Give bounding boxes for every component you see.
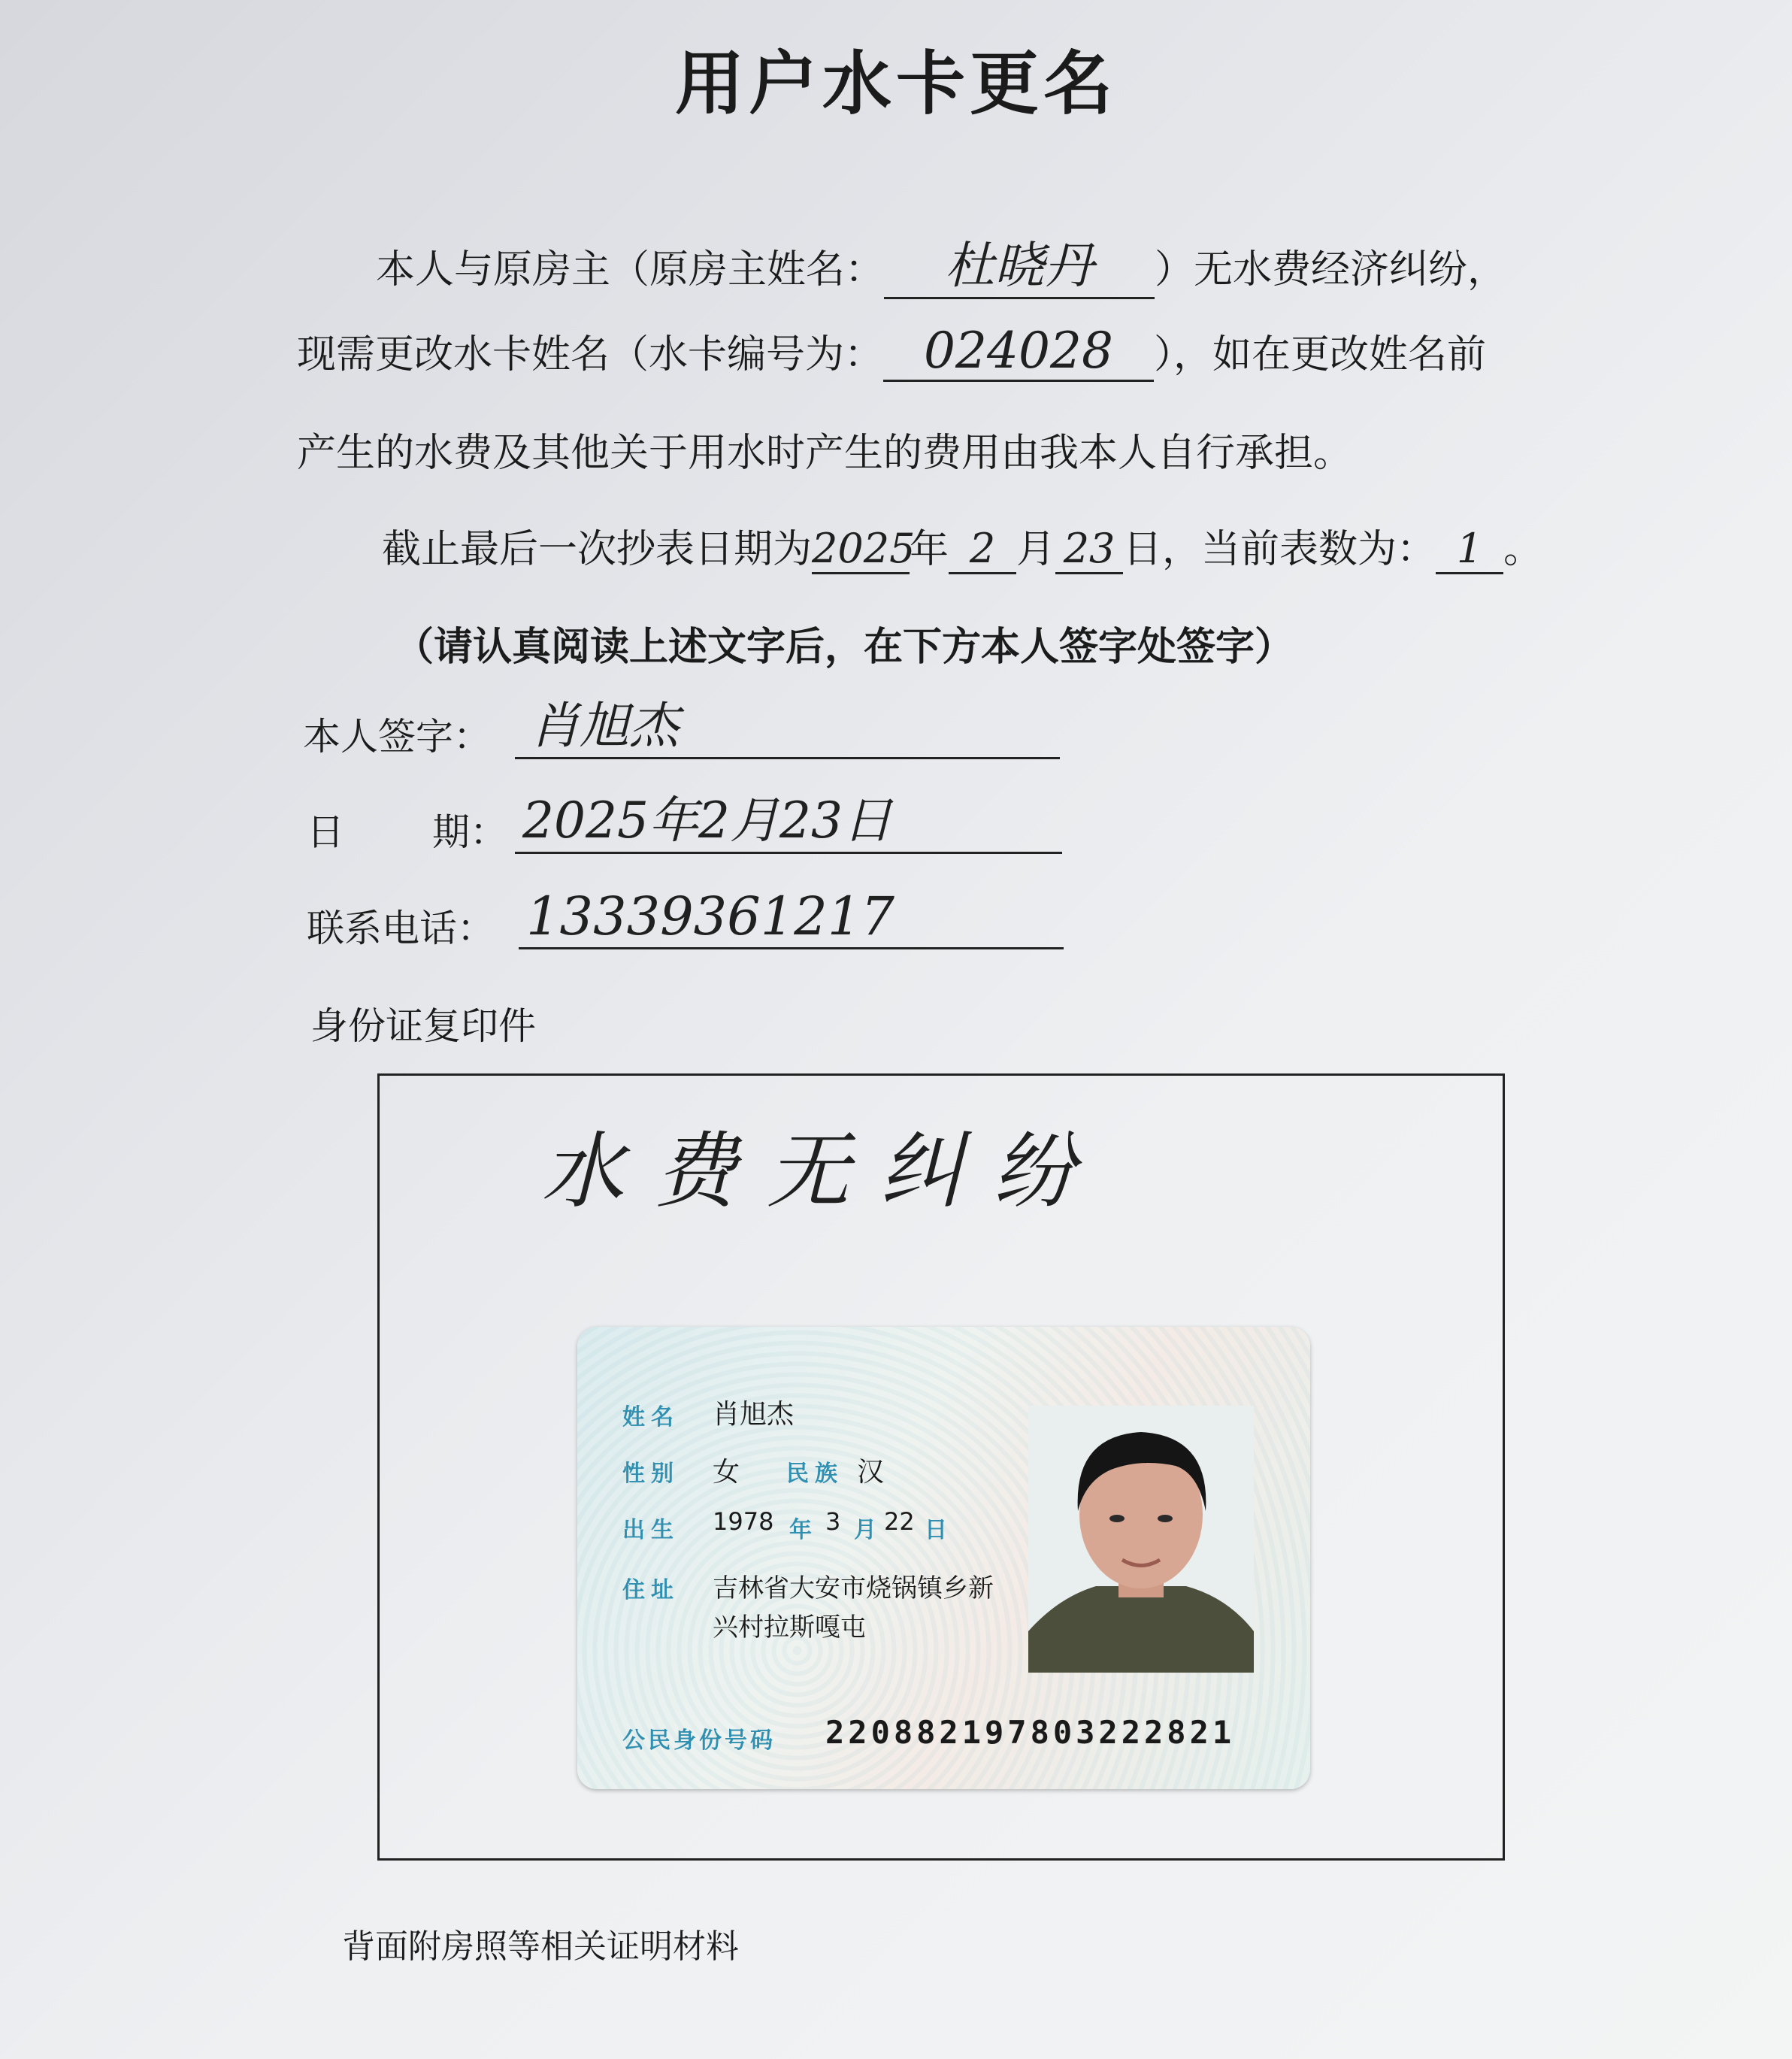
statement-line-2: [297, 322, 1486, 382]
id-gender: 女: [713, 1457, 740, 1488]
card-number-suffix: ），如在更改姓名前: [1154, 332, 1487, 377]
statement-line-3: 产生的水费及其他关于用水时产生的费用由我本人自行承担。: [297, 431, 1353, 476]
reading-day: 23: [1063, 525, 1115, 572]
id-card-copy: [577, 1327, 1310, 1789]
id-copy-label: 身份证复印件: [310, 1004, 536, 1048]
id-ethnicity-key: 民族: [786, 1461, 843, 1487]
footer-note: 背面附房照等相关证明材料: [342, 1927, 739, 1966]
statement-suffix: ）无水费经济纠纷，: [1155, 247, 1507, 292]
statement-prefix: 本人与原房主（原房主姓名：: [376, 247, 885, 292]
reading-year: 2025: [812, 525, 916, 572]
card-number-value: 024028: [924, 322, 1113, 380]
reading-year-unit: 年: [910, 527, 949, 572]
id-number: 220882197803222821: [825, 1714, 1236, 1751]
id-address-key: 住址: [622, 1577, 680, 1603]
id-birth-year: 1978: [713, 1507, 774, 1536]
id-birth-day-unit: 日: [925, 1517, 947, 1543]
phone-field: [519, 887, 1064, 949]
id-ethnicity: 汉: [857, 1457, 885, 1488]
reading-year-field: [812, 525, 916, 574]
id-address-line2: 兴村拉斯嘎屯: [713, 1612, 866, 1643]
date-field: [515, 792, 1062, 854]
id-name-key: 姓名: [622, 1404, 680, 1431]
statement-line-1: [376, 226, 1506, 299]
card-number-field: [883, 322, 1154, 382]
meter-value-field: [1436, 525, 1503, 574]
owner-name-field: [884, 226, 1155, 299]
id-name: 肖旭杰: [713, 1399, 795, 1430]
date-label-2: 期：: [432, 810, 507, 854]
reading-day-field: [1055, 525, 1123, 574]
id-birth-month: 3: [825, 1507, 841, 1536]
id-address-line1: 吉林省大安市烧锅镇乡新: [713, 1573, 994, 1603]
id-gender-key: 性别: [622, 1461, 680, 1487]
signing-notice: （请认真阅读上述文字后，在下方本人签字处签字）: [395, 625, 1294, 670]
owner-name-value: 杜晓丹: [945, 237, 1094, 295]
signature-value: 肖旭杰: [530, 697, 679, 755]
reading-end: 。: [1503, 527, 1543, 572]
card-number-prefix: 现需更改水卡姓名（水卡编号为：: [297, 332, 884, 377]
reading-month-field: [949, 525, 1016, 574]
id-birth-day: 22: [884, 1507, 915, 1536]
reading-prefix: 截止最后一次抄表日期为: [382, 527, 813, 572]
id-birth-month-unit: 月: [854, 1517, 876, 1543]
date-label-1: 日: [307, 810, 344, 854]
id-birth-key: 出生: [622, 1517, 680, 1543]
phone-label: 联系电话：: [307, 907, 495, 950]
phone-value: 13339361217: [526, 886, 894, 947]
reading-month: 2: [969, 525, 996, 572]
meter-reading-line: [382, 517, 1542, 574]
id-photo: [1028, 1406, 1254, 1673]
reading-day-unit: 日，当前表数为：: [1123, 527, 1436, 572]
portrait-image: [1028, 1406, 1254, 1673]
document-title: 用户水卡更名: [674, 44, 1117, 124]
meter-value: 1: [1456, 525, 1483, 572]
signature-field: [515, 697, 1060, 759]
id-birth-year-unit: 年: [789, 1517, 812, 1543]
reading-month-unit: 月: [1016, 527, 1056, 572]
id-number-key: 公民身份号码: [622, 1727, 776, 1754]
signature-label: 本人签字：: [303, 715, 491, 758]
handwritten-note: 水费无纠纷: [541, 1123, 1105, 1219]
date-value: 2025年2月23日: [522, 792, 892, 849]
